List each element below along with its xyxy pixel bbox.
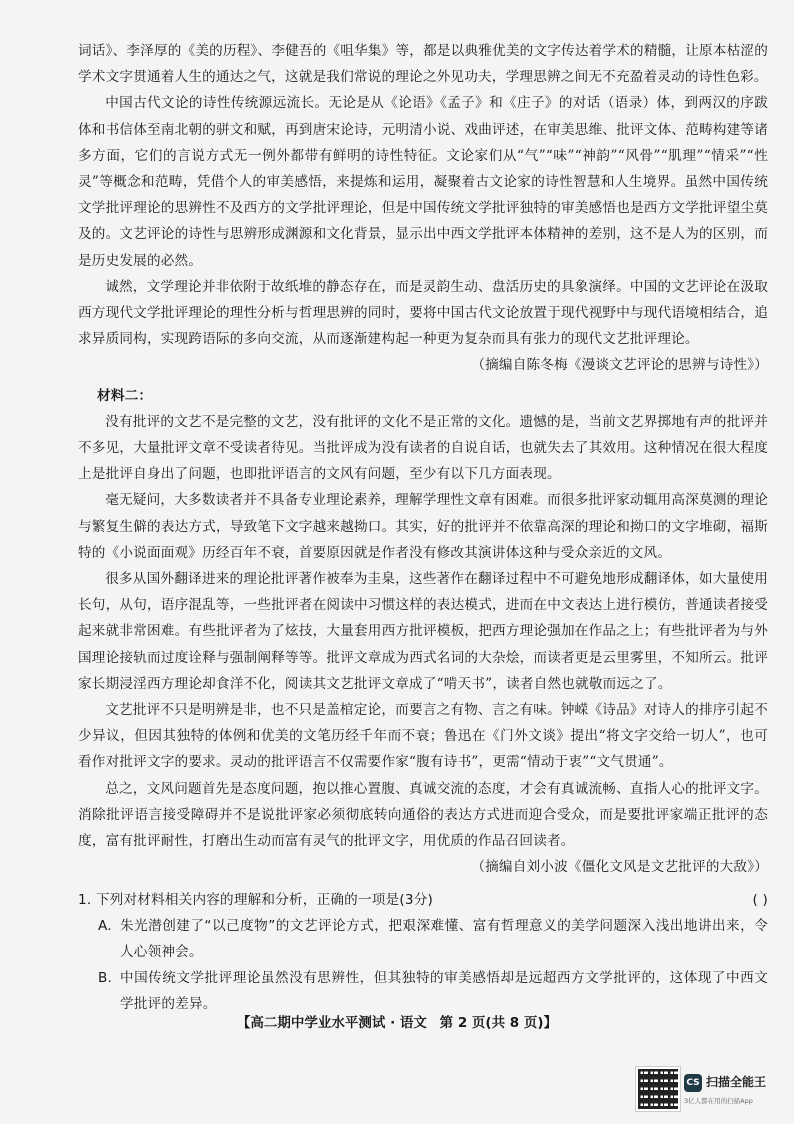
- page-number: 第 2 页(共 8 页)】: [439, 1015, 558, 1031]
- option-text: 朱光潜创建了“以己度物”的文艺评论方式，把艰深难懂、富有哲理意义的美学问题深入浅出地讲出来，令人心领神会。: [120, 917, 768, 960]
- option-b: [78, 965, 768, 1017]
- source-citation: （摘编自刘小波《僵化文风是文艺批评的大敌》）: [471, 859, 768, 876]
- question-stem: [78, 887, 768, 913]
- paragraph: 毫无疑问，大多数读者并不具备专业理论素养，理解学理性文章有困难。而很多批评家动辄用高深莫测的理论与繁复生僻的表达方式，导致笔下文字越来越拗口。其实，好的批评并不依靠高深的理论和拗口的文字堆砌，福斯特的《小说面面观》历经百年不衰，首要原因就是作者没有修改其演讲体这种与受众亲近的文风。: [78, 492, 768, 561]
- question-text: 1. 下列对材料相关内容的理解和分析，正确的一项是(3分): [78, 891, 434, 908]
- paragraph: 诚然，文学理论并非依附于故纸堆的静态存在，而是灵韵生动、盘活历史的具象演绎。中国的文艺评论在汲取西方现代文学批评理论的理性分析与哲理思辨的同时，要将中国古代文论放置于现代视野中与现代语境相结合，追求异质同构，实现跨语际的多向交流，从而逐渐建构起一种更为复杂而具有张力的现代文艺批评理论。: [78, 278, 768, 348]
- page-footer: [0, 1011, 794, 1031]
- paragraph: 文艺批评不只是明辨是非，也不只是盖棺定论，而要言之有物、言之有味。钟嵘《诗品》对诗人的排序引起不少异议，但因其独特的体例和优美的文笔历经千年而不衰；鲁迅在《门外文谈》提出“将文字交给一切人”，也可看作对批评文字的要求。灵动的批评语言不仅需要作家“腹有诗书”，更需“情动于衷”“文气贯通”。: [78, 702, 768, 771]
- option-text: 中国传统文学批评理论虽然没有思辨性，但其独特的审美感悟却是远超西方文学批评的，这体现了中西文学批评的差异。: [120, 970, 768, 1013]
- camscanner-logo-icon: CS: [684, 1074, 702, 1092]
- option-letter: B.: [98, 970, 113, 987]
- question-block: [78, 887, 768, 1018]
- source-citation: （摘编自陈冬梅《漫谈文艺评论的思辨与诗性》）: [471, 357, 768, 374]
- paragraph: 很多从国外翻译进来的理论批评著作被奉为圭臬，这些著作在翻译过程中不可避免地形成翻译体，如大量使用长句，从句，语序混乱等，一些批评者在阅读中习惯这样的表达模式，进而在中文表达上进行模仿，普通读者接受起来就非常困难。有些批评者为了炫技，大量套用西方批评模板，把西方理论强加在作品之上；有些批评者为与外国理论接轨而过度诠释与强制阐释等等。批评文章成为西式名词的大杂烩，而读者更是云里雾里，不知所云。批评家长期浸淫西方理论却食洋不化，阅读其文艺批评文章成了“啃天书”，读者自然也就敬而远之了。: [78, 571, 768, 692]
- option-a: [78, 913, 768, 965]
- paragraph: 中国古代文论的诗性传统源远流长。无论是从《论语》《孟子》和《庄子》的对话（语录）体，到两汉的序跋体和书信体至南北朝的骈文和赋，再到唐宋论诗，元明清小说、戏曲评述，在审美思维、批评文体、范畴构建等诸多方面，它们的言说方式无一例外都带有鲜明的诗性特征。文论家们从“气”“味”“神韵”“风骨”“肌理”“情采”“性灵”等概念和范畴，凭借个人的审美感悟，来提炼和运用，凝聚着古文论家的诗性智慧和人生境界。虽然中国传统文学批评理论的思辨性不及西方的文学批评理论，但是中国传统文学批评独特的审美感悟也是西方文学批评望尘莫及的。文艺评论的诗性与思辨形成渊源和文化背景，显示出中西文学批评本体精神的差别，这不是人为的区别，而是历史发展的必然。: [78, 95, 768, 269]
- qr-code-icon: [636, 1067, 680, 1111]
- answer-bracket: ( ): [752, 891, 768, 908]
- camscanner-name: 扫描全能王: [706, 1075, 767, 1089]
- material-heading: 材料二：: [97, 387, 153, 404]
- paragraph: 没有批评的文艺不是完整的文艺，没有批评的文化不是正常的文化。遗憾的是，当前文艺界掷地有声的批评并不多见，大量批评文章不受读者待见。当批评成为没有读者的自说自话，也就失去了其效用。这种情况在很大程度上是批评自身出了问题，也即批评语言的文风有问题，至少有以下几方面表现。: [78, 413, 768, 483]
- article-body: [78, 38, 768, 1018]
- paragraph: 总之，文风问题首先是态度问题，抱以推心置腹、真诚交流的态度，才会有真诚流畅、直指人心的批评文字。消除批评语言接受障碍并不是说批评家必须彻底转向通俗的表达方式进而迎合受众，而是要批评家端正批评的态度，富有批评耐性，打磨出生动而富有灵气的批评文字，用优质的作品召回读者。: [78, 780, 768, 850]
- exam-title: 【高二期中学业水平测试 · 语文: [236, 1015, 427, 1031]
- camscanner-tagline: 3亿人都在用的扫描App: [684, 1097, 753, 1105]
- option-letter: A.: [98, 917, 112, 934]
- paragraph: 词话》、李泽厚的《美的历程》、李健吾的《咀华集》等，都是以典雅优美的文字传达着学术的精髓，让原本枯涩的学术文字贯通着人生的通达之气，这就是我们常说的理论之外见功夫，学理思辨之间无不充盈着灵动的诗性色彩。: [78, 43, 768, 86]
